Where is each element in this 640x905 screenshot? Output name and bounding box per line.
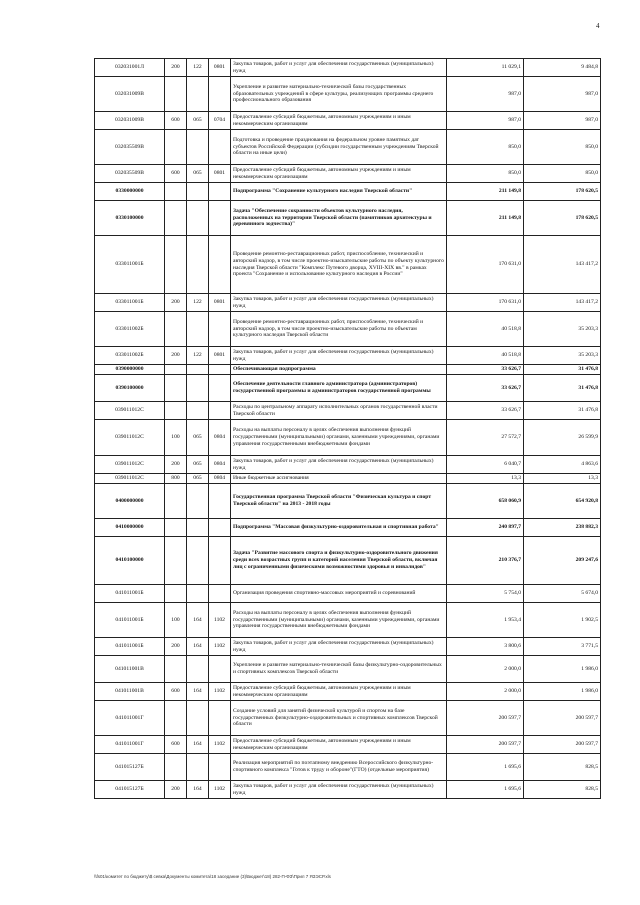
item-name-cell: Обеспечивающая подпрограмма (231, 365, 447, 375)
section-code-cell: 0801 (209, 59, 231, 77)
item-name-cell: Предоставление субсидий бюджетным, автономным учреждениям и иным некоммерческим организациям (231, 112, 447, 130)
planned-amount-cell: 240 897,7 (447, 519, 524, 537)
planned-amount-cell: 5 754,0 (447, 585, 524, 603)
executed-amount-cell: 5 674,0 (524, 585, 601, 603)
section-code-cell: 0801 (209, 165, 231, 183)
section-code-cell: 0804 (209, 456, 231, 474)
expense-type-cell: 200 (165, 294, 187, 312)
budget-code-cell: 033011001Б (95, 294, 165, 312)
planned-amount-cell: 850,0 (447, 165, 524, 183)
admin-code-cell: 122 (187, 347, 209, 365)
table-row (95, 701, 601, 736)
expense-type-cell: 100 (165, 420, 187, 456)
item-name-cell: Государственная программа Тверской области "Физическая культура и спорт Тверской области" на 2013 - 2018 годы (231, 484, 447, 519)
table-row (95, 77, 601, 112)
planned-amount-cell: 1 695,6 (447, 781, 524, 799)
admin-code-cell (187, 375, 209, 402)
admin-code-cell: 164 (187, 736, 209, 754)
item-name-cell: Укрепление и развитие материально-технической базы государственных образовательных учреждений в сфере культуры, реализующих программы среднего профессионального образования (231, 77, 447, 112)
section-code-cell: 0801 (209, 347, 231, 365)
expense-type-cell (165, 519, 187, 537)
budget-code-cell: 041011001Б (95, 585, 165, 603)
table-row (95, 312, 601, 347)
table-row (95, 375, 601, 402)
budget-code-cell: 032035509В (95, 165, 165, 183)
section-code-cell (209, 77, 231, 112)
budget-code-cell: 041011001Б (95, 638, 165, 656)
admin-code-cell: 164 (187, 603, 209, 638)
executed-amount-cell: 178 620,5 (524, 201, 601, 236)
budget-code-cell: 0410100000 (95, 537, 165, 585)
budget-code-cell: 039011012С (95, 402, 165, 420)
section-code-cell: 1102 (209, 603, 231, 638)
admin-code-cell (187, 402, 209, 420)
expense-type-cell (165, 236, 187, 294)
budget-code-cell: 039011012С (95, 474, 165, 484)
expense-type-cell: 600 (165, 112, 187, 130)
budget-code-cell: 0330000000 (95, 183, 165, 201)
section-code-cell (209, 201, 231, 236)
executed-amount-cell: 4 863,6 (524, 456, 601, 474)
executed-amount-cell: 178 620,5 (524, 183, 601, 201)
expense-type-cell (165, 375, 187, 402)
admin-code-cell (187, 183, 209, 201)
section-code-cell: 1102 (209, 736, 231, 754)
planned-amount-cell: 170 631,0 (447, 294, 524, 312)
admin-code-cell (187, 365, 209, 375)
table-row (95, 183, 601, 201)
budget-code-cell: 041011001Г (95, 736, 165, 754)
item-name-cell: Подготовка и проведение празднования на федеральном уровне памятных дат субъектов Российской Федерации (субсидии государственным учреждениям Тверской области на иные цели) (231, 130, 447, 165)
executed-amount-cell: 1 986,0 (524, 683, 601, 701)
section-code-cell: 0704 (209, 112, 231, 130)
executed-amount-cell: 828,5 (524, 781, 601, 799)
table-row (95, 236, 601, 294)
expense-type-cell: 200 (165, 456, 187, 474)
planned-amount-cell: 40 518,8 (447, 347, 524, 365)
planned-amount-cell: 1 953,4 (447, 603, 524, 638)
admin-code-cell (187, 201, 209, 236)
planned-amount-cell: 11 029,1 (447, 59, 524, 77)
section-code-cell: 1102 (209, 683, 231, 701)
planned-amount-cell: 987,0 (447, 112, 524, 130)
section-code-cell (209, 236, 231, 294)
planned-amount-cell: 658 060,9 (447, 484, 524, 519)
budget-code-cell: 0390100000 (95, 375, 165, 402)
section-code-cell (209, 754, 231, 781)
planned-amount-cell: 13,3 (447, 474, 524, 484)
item-name-cell: Иные бюджетные ассигнования (231, 474, 447, 484)
planned-amount-cell: 211 149,8 (447, 201, 524, 236)
item-name-cell: Закупка товаров, работ и услуг для обеспечения государственных (муниципальных) нужд (231, 347, 447, 365)
table-row (95, 474, 601, 484)
planned-amount-cell: 987,0 (447, 77, 524, 112)
expense-type-cell (165, 537, 187, 585)
planned-amount-cell: 2 000,0 (447, 683, 524, 701)
admin-code-cell (187, 519, 209, 537)
table-row (95, 365, 601, 375)
executed-amount-cell: 9 484,8 (524, 59, 601, 77)
admin-code-cell: 122 (187, 59, 209, 77)
item-name-cell: Организация проведения спортивно-массовых мероприятий и соревнований (231, 585, 447, 603)
planned-amount-cell: 6 040,7 (447, 456, 524, 474)
executed-amount-cell: 35 203,3 (524, 312, 601, 347)
executed-amount-cell: 35 203,3 (524, 347, 601, 365)
admin-code-cell (187, 537, 209, 585)
planned-amount-cell: 33 626,7 (447, 402, 524, 420)
budget-code-cell: 033011002Б (95, 312, 165, 347)
planned-amount-cell: 850,0 (447, 130, 524, 165)
item-name-cell: Задача "Обеспечение сохранности объектов культурного наследия, расположенных на территории Тверской области (памятников архитектуры и деревянного зодчества)" (231, 201, 447, 236)
table-row (95, 585, 601, 603)
item-name-cell: Создание условий для занятий физической культурой и спортом на базе государственных физкультурно-оздоровительных и спортивных комплексов Тверской области (231, 701, 447, 736)
table-row (95, 420, 601, 456)
section-code-cell (209, 312, 231, 347)
table-row (95, 754, 601, 781)
expense-type-cell (165, 656, 187, 683)
expense-type-cell (165, 77, 187, 112)
table-row (95, 656, 601, 683)
expense-type-cell: 200 (165, 347, 187, 365)
item-name-cell: Предоставление субсидий бюджетным, автономным учреждениям и иным некоммерческим организациям (231, 683, 447, 701)
section-code-cell (209, 701, 231, 736)
table-row (95, 456, 601, 474)
table-row (95, 130, 601, 165)
expense-type-cell (165, 484, 187, 519)
budget-code-cell: 041011001В (95, 683, 165, 701)
planned-amount-cell: 1 695,6 (447, 754, 524, 781)
executed-amount-cell: 200 597,7 (524, 736, 601, 754)
admin-code-cell: 164 (187, 781, 209, 799)
table-row (95, 781, 601, 799)
expense-type-cell (165, 365, 187, 375)
executed-amount-cell: 987,0 (524, 112, 601, 130)
table-row (95, 736, 601, 754)
executed-amount-cell: 200 597,7 (524, 701, 601, 736)
table-row (95, 603, 601, 638)
executed-amount-cell: 828,5 (524, 754, 601, 781)
executed-amount-cell: 26 599,9 (524, 420, 601, 456)
executed-amount-cell: 3 771,5 (524, 638, 601, 656)
expense-type-cell: 100 (165, 603, 187, 638)
admin-code-cell (187, 701, 209, 736)
item-name-cell: Расходы на выплаты персоналу в целях обеспечения выполнения функций государственными (муниципальными) органами, казенными учреждениями, органами управления государственными внебюджетными фондами (231, 420, 447, 456)
admin-code-cell: 065 (187, 112, 209, 130)
expense-type-cell: 600 (165, 683, 187, 701)
table-row (95, 294, 601, 312)
admin-code-cell (187, 656, 209, 683)
section-code-cell: 1102 (209, 638, 231, 656)
admin-code-cell (187, 130, 209, 165)
expense-type-cell (165, 754, 187, 781)
table-row (95, 347, 601, 365)
table-row (95, 201, 601, 236)
planned-amount-cell: 40 518,8 (447, 312, 524, 347)
budget-code-cell: 041011001Г (95, 701, 165, 736)
expense-type-cell: 200 (165, 59, 187, 77)
table-row (95, 59, 601, 77)
item-name-cell: Подпрограмма "Массовая физкультурно-оздоровительная и спортивная работа" (231, 519, 447, 537)
admin-code-cell (187, 312, 209, 347)
expense-type-cell: 600 (165, 165, 187, 183)
budget-table (94, 58, 601, 799)
budget-code-cell: 0400000000 (95, 484, 165, 519)
executed-amount-cell: 143 417,2 (524, 294, 601, 312)
item-name-cell: Закупка товаров, работ и услуг для обеспечения государственных (муниципальных) нужд (231, 638, 447, 656)
executed-amount-cell: 1 902,5 (524, 603, 601, 638)
expense-type-cell (165, 402, 187, 420)
item-name-cell: Проведение ремонтно-реставрационных работ, приспособление, технический и авторский надзор, в том числе проектно-изыскательские работы по объекту культурного наследия Тверской области "Комплекс Путевого дворца, XVIII-XIX вв." в рамках проекта "Сохранение и использование культурного наследия в России" (231, 236, 447, 294)
expense-type-cell (165, 312, 187, 347)
item-name-cell: Расходы по центральному аппарату исполнительных органов государственной власти Тверской области (231, 402, 447, 420)
budget-code-cell: 041015127Б (95, 781, 165, 799)
admin-code-cell (187, 754, 209, 781)
planned-amount-cell: 211 149,8 (447, 183, 524, 201)
section-code-cell (209, 365, 231, 375)
executed-amount-cell: 31 476,8 (524, 365, 601, 375)
budget-code-cell: 041011001В (95, 656, 165, 683)
item-name-cell: Реализация мероприятий по поэтапному внедрению Всероссийского физкультурно-спортивного комплекса "Готов к труду и обороне"(ГТО) (отдельные мероприятия) (231, 754, 447, 781)
item-name-cell: Проведение ремонтно-реставрационных работ, приспособление, технический и авторский надзор, в том числе проектно-изыскательские работы по объектам культурного наследия Тверской области (231, 312, 447, 347)
admin-code-cell (187, 236, 209, 294)
budget-code-cell: 041015127Б (95, 754, 165, 781)
table-row (95, 638, 601, 656)
table-row (95, 165, 601, 183)
executed-amount-cell: 238 882,3 (524, 519, 601, 537)
section-code-cell (209, 519, 231, 537)
executed-amount-cell: 31 476,8 (524, 402, 601, 420)
item-name-cell: Закупка товаров, работ и услуг для обеспечения государственных (муниципальных) нужд (231, 456, 447, 474)
item-name-cell: Закупка товаров, работ и услуг для обеспечения государственных (муниципальных) нужд (231, 294, 447, 312)
table-row (95, 683, 601, 701)
budget-code-cell: 0410000000 (95, 519, 165, 537)
item-name-cell: Укрепление и развитие материально-технической базы физкультурно-оздоровительных и спортивных комплексов Тверской области (231, 656, 447, 683)
admin-code-cell (187, 585, 209, 603)
expense-type-cell (165, 130, 187, 165)
item-name-cell: Задача "Развитие массового спорта и физкультурно-оздоровительного движения среди всех возрастных групп и категорий населения Тверской области, включая лиц с ограниченными физическими возможностями здоровья и инвалидов" (231, 537, 447, 585)
table-row (95, 112, 601, 130)
executed-amount-cell: 850,0 (524, 130, 601, 165)
admin-code-cell: 164 (187, 683, 209, 701)
file-path-footer: \\fs01\комитет по бюджету\$ севка\Документы комитета\18 заседание (3)\Бюджет\18) 282-П-ФЗ\Прил 7 ЯЗЭСР.xls (94, 874, 331, 879)
expense-type-cell: 200 (165, 781, 187, 799)
planned-amount-cell: 2 000,0 (447, 656, 524, 683)
section-code-cell (209, 402, 231, 420)
section-code-cell (209, 585, 231, 603)
planned-amount-cell: 210 376,7 (447, 537, 524, 585)
expense-type-cell (165, 701, 187, 736)
planned-amount-cell: 33 626,7 (447, 375, 524, 402)
executed-amount-cell: 13,3 (524, 474, 601, 484)
executed-amount-cell: 1 986,0 (524, 656, 601, 683)
page-number-mark: 4 (596, 22, 600, 30)
expense-type-cell: 800 (165, 474, 187, 484)
executed-amount-cell: 209 247,6 (524, 537, 601, 585)
section-code-cell: 0804 (209, 420, 231, 456)
item-name-cell: Обеспечение деятельности главного администратора (администраторов) государственной программы и администраторов государственной программы (231, 375, 447, 402)
admin-code-cell (187, 77, 209, 112)
item-name-cell: Предоставление субсидий бюджетным, автономным учреждениям и иным некоммерческим организациям (231, 165, 447, 183)
section-code-cell: 1102 (209, 781, 231, 799)
executed-amount-cell: 850,0 (524, 165, 601, 183)
item-name-cell: Подпрограмма "Сохранение культурного наследия Тверской области" (231, 183, 447, 201)
expense-type-cell (165, 183, 187, 201)
expense-type-cell: 600 (165, 736, 187, 754)
planned-amount-cell: 200 597,7 (447, 736, 524, 754)
executed-amount-cell: 654 920,8 (524, 484, 601, 519)
table-row (95, 402, 601, 420)
admin-code-cell (187, 484, 209, 519)
section-code-cell (209, 656, 231, 683)
admin-code-cell: 065 (187, 420, 209, 456)
budget-code-cell: 0390000000 (95, 365, 165, 375)
budget-code-cell: 039011012С (95, 420, 165, 456)
expense-type-cell (165, 201, 187, 236)
item-name-cell: Предоставление субсидий бюджетным, автономным учреждениям и иным некоммерческим организациям (231, 736, 447, 754)
admin-code-cell: 065 (187, 165, 209, 183)
budget-code-cell: 033011001Б (95, 236, 165, 294)
budget-code-cell: 033011002Б (95, 347, 165, 365)
budget-code-cell: 032031009В (95, 77, 165, 112)
budget-code-cell: 041011001Б (95, 603, 165, 638)
budget-code-cell: 039011012С (95, 456, 165, 474)
item-name-cell: Закупка товаров, работ и услуг для обеспечения государственных (муниципальных) нужд (231, 781, 447, 799)
budget-code-cell: 0330100000 (95, 201, 165, 236)
budget-code-cell: 032031009В (95, 112, 165, 130)
budget-code-cell: 032035509В (95, 130, 165, 165)
planned-amount-cell: 200 597,7 (447, 701, 524, 736)
expense-type-cell: 200 (165, 638, 187, 656)
expense-type-cell (165, 585, 187, 603)
admin-code-cell: 122 (187, 294, 209, 312)
admin-code-cell: 065 (187, 456, 209, 474)
planned-amount-cell: 27 572,7 (447, 420, 524, 456)
section-code-cell (209, 130, 231, 165)
budget-code-cell: 032031001Л (95, 59, 165, 77)
section-code-cell (209, 537, 231, 585)
executed-amount-cell: 31 476,8 (524, 375, 601, 402)
item-name-cell: Расходы на выплаты персоналу в целях обеспечения выполнения функций государственными (муниципальными) органами, казенными учреждениями, органами управления государственными внебюджетными фондами (231, 603, 447, 638)
table-row (95, 519, 601, 537)
admin-code-cell: 065 (187, 474, 209, 484)
table-row (95, 537, 601, 585)
admin-code-cell: 164 (187, 638, 209, 656)
planned-amount-cell: 33 626,7 (447, 365, 524, 375)
executed-amount-cell: 143 417,2 (524, 236, 601, 294)
section-code-cell (209, 375, 231, 402)
section-code-cell: 0804 (209, 474, 231, 484)
section-code-cell (209, 484, 231, 519)
planned-amount-cell: 170 631,0 (447, 236, 524, 294)
section-code-cell: 0801 (209, 294, 231, 312)
item-name-cell: Закупка товаров, работ и услуг для обеспечения государственных (муниципальных) нужд (231, 59, 447, 77)
planned-amount-cell: 3 800,6 (447, 638, 524, 656)
table-row (95, 484, 601, 519)
executed-amount-cell: 987,0 (524, 77, 601, 112)
section-code-cell (209, 183, 231, 201)
